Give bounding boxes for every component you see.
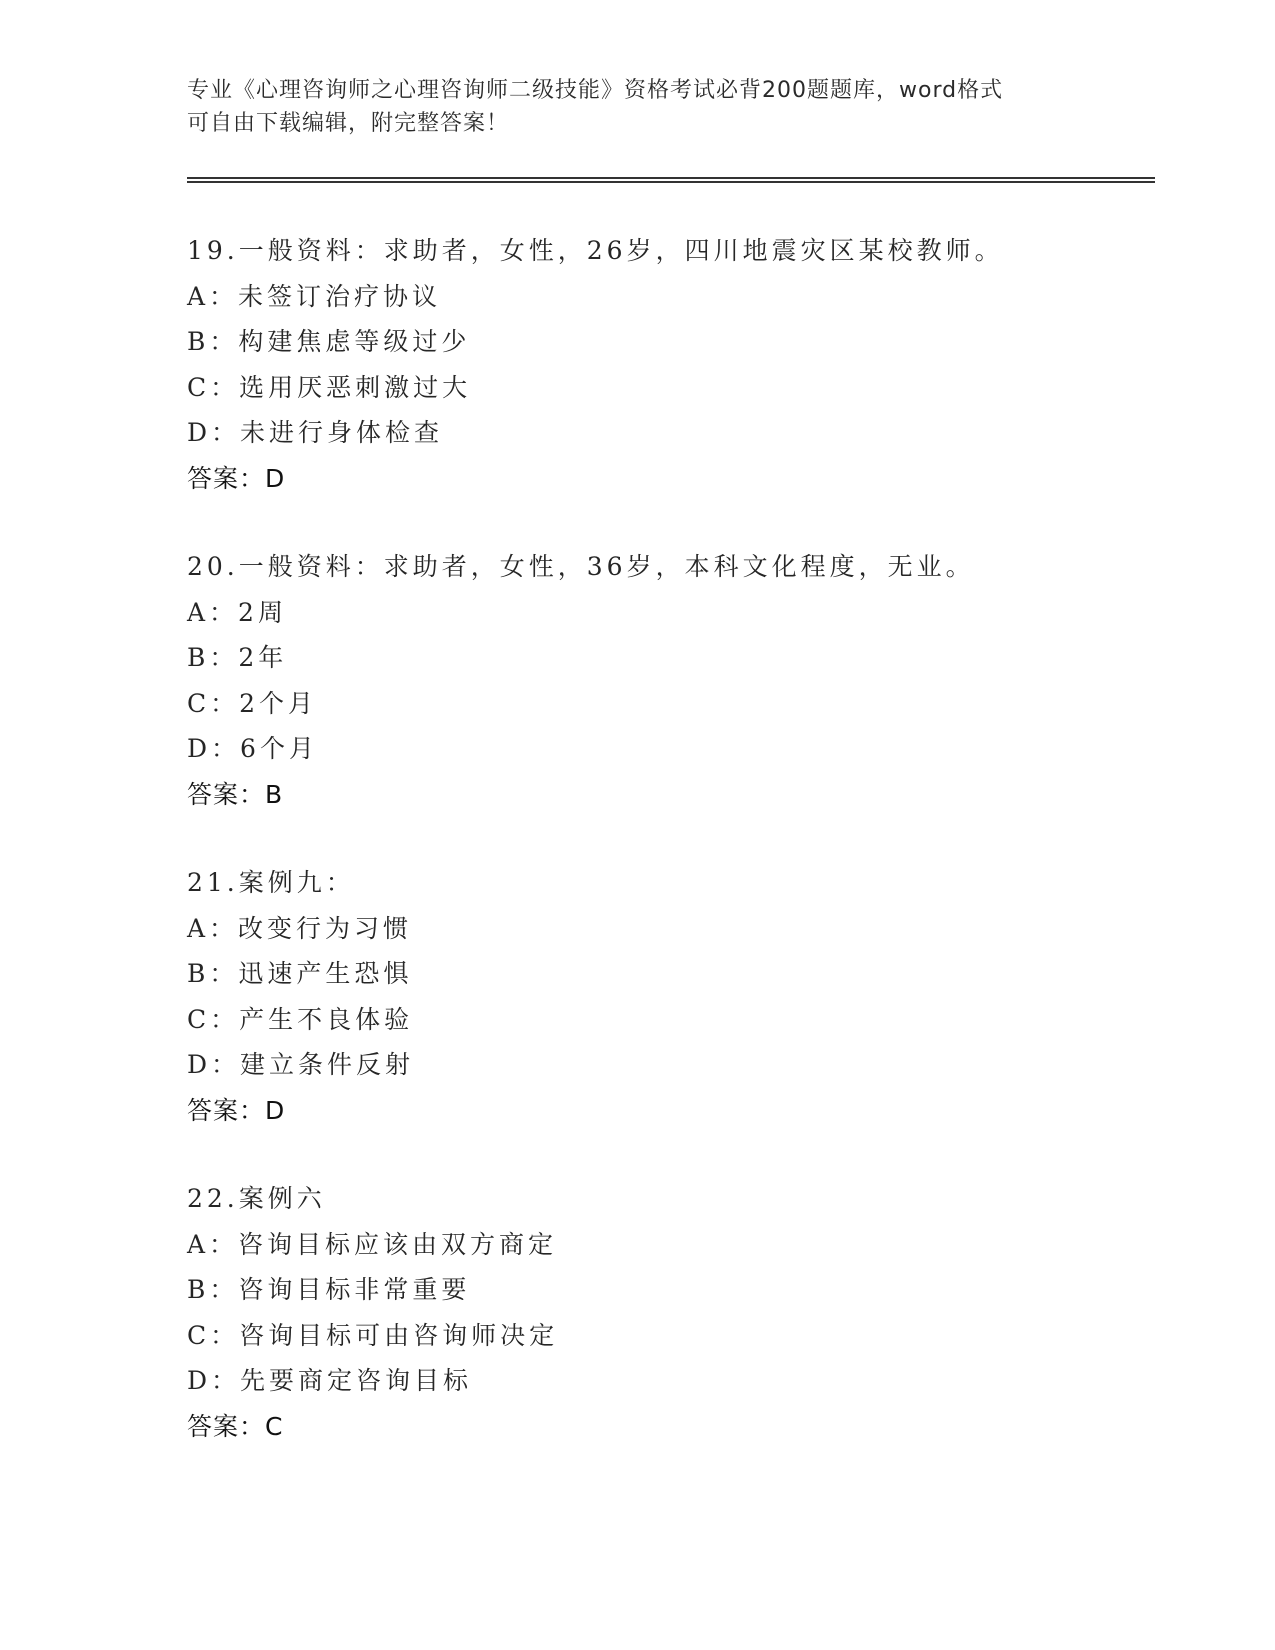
- answer-line: 答案：B: [187, 779, 284, 809]
- option-b: B：迅速产生恐惧: [187, 959, 413, 989]
- option-a: A：未签订治疗协议: [187, 281, 442, 311]
- document-header: [187, 74, 1087, 140]
- option-a: A：咨询目标应该由双方商定: [187, 1229, 558, 1259]
- option-d: D：6个月: [187, 734, 318, 764]
- option-d: D：先要商定咨询目标: [187, 1366, 473, 1396]
- answer-line: 答案：D: [187, 463, 286, 493]
- answer-line: 答案：D: [187, 1095, 286, 1125]
- question-20: [187, 544, 1147, 818]
- option-b: B：2年: [187, 643, 288, 673]
- question-21: [187, 860, 1147, 1134]
- option-c: C：咨询目标可由咨询师决定: [187, 1320, 559, 1350]
- header-title-line-1: 专业《心理咨询师之心理咨询师二级技能》资格考试必背200题题库，word格式: [187, 78, 1004, 103]
- option-a: A：改变行为习惯: [187, 913, 413, 943]
- question-stem: 19.一般资料：求助者，女性，26岁，四川地震灾区某校教师。: [187, 236, 1004, 265]
- question-22: [187, 1176, 1147, 1450]
- option-c: C：2个月: [187, 688, 318, 718]
- option-b: B：咨询目标非常重要: [187, 1275, 471, 1305]
- header-title-line-2: 可自由下载编辑，附完整答案！: [187, 111, 510, 136]
- option-d: D：建立条件反射: [187, 1050, 415, 1080]
- option-c: C：产生不良体验: [187, 1004, 414, 1034]
- option-b: B：构建焦虑等级过少: [187, 327, 471, 357]
- question-stem: 22.案例六: [187, 1184, 326, 1213]
- question-stem: 20.一般资料：求助者，女性，36岁，本科文化程度，无业。: [187, 552, 975, 581]
- question-19: [187, 228, 1147, 502]
- option-c: C：选用厌恶刺激过大: [187, 372, 472, 402]
- header-double-rule: [187, 177, 1155, 183]
- option-d: D：未进行身体检查: [187, 418, 444, 448]
- answer-line: 答案：C: [187, 1411, 284, 1441]
- option-a: A：2周: [187, 597, 287, 627]
- question-stem: 21.案例九：: [187, 868, 355, 897]
